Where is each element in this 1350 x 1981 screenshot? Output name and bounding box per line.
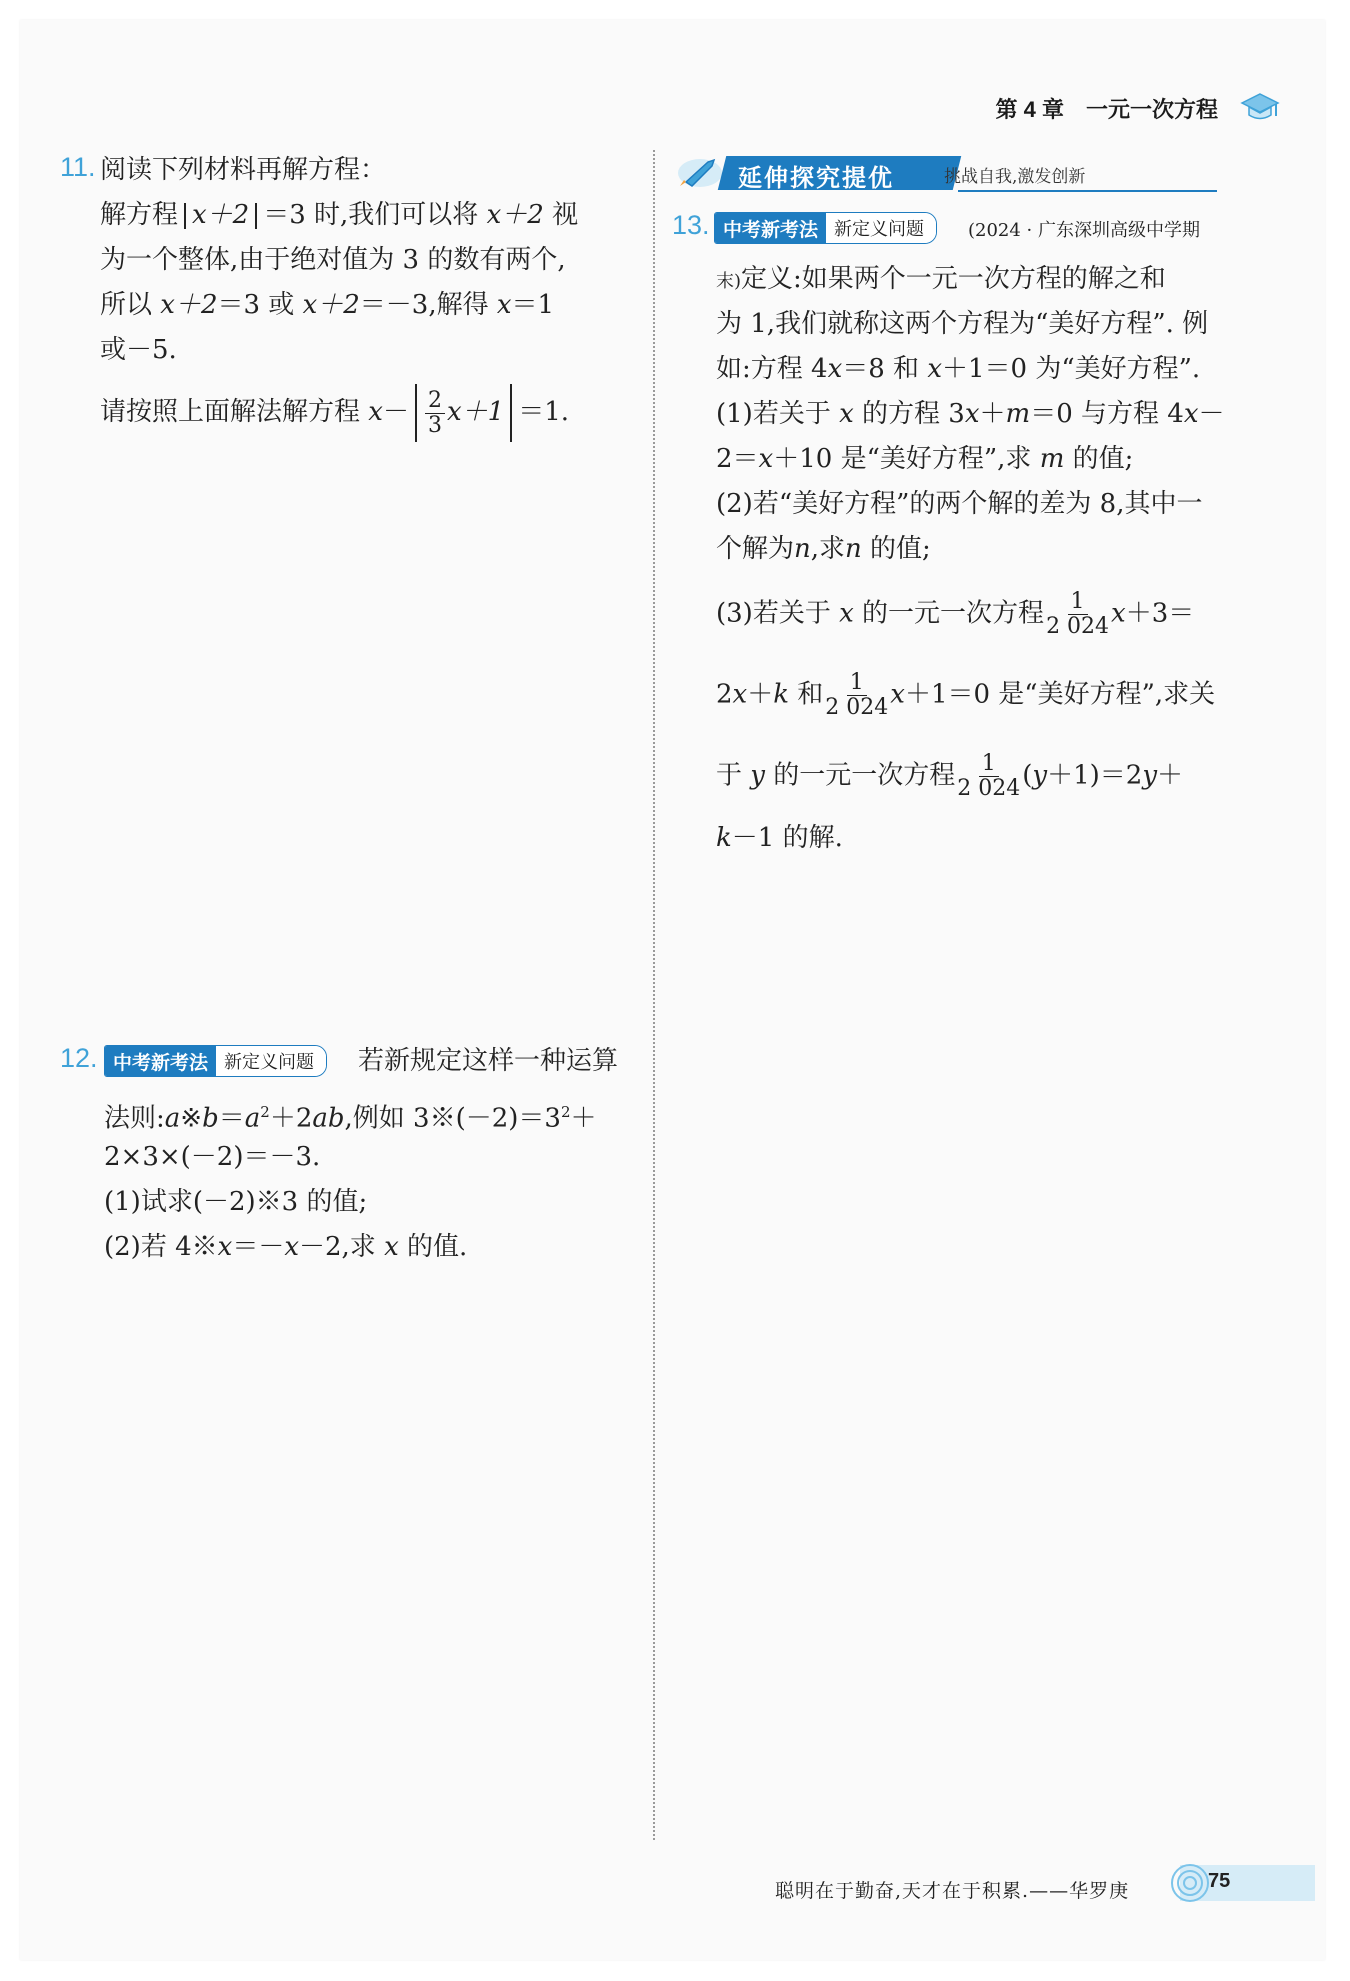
denominator: 2 024 bbox=[1046, 614, 1110, 639]
text: 2＝ bbox=[716, 444, 759, 474]
text: (1)若关于 bbox=[716, 399, 831, 429]
text: ＋1)＝2 bbox=[1047, 760, 1143, 791]
exponent: 2 bbox=[260, 1103, 270, 1121]
text: 视 bbox=[552, 200, 579, 230]
question-number: 12. bbox=[60, 1043, 98, 1073]
text: ( bbox=[1022, 760, 1033, 791]
text: ＋1＝0 为“美好方程”. bbox=[942, 354, 1201, 384]
swirl-icon bbox=[1168, 1862, 1212, 1904]
q13-part-2-cont bbox=[716, 526, 931, 572]
text: (2)若 4※ bbox=[104, 1232, 218, 1262]
badge-label: 中考新考法 bbox=[715, 213, 826, 243]
text: 定义:如果两个一元一次方程的解之和 bbox=[741, 264, 1166, 294]
var: x bbox=[839, 598, 854, 629]
q13-part-3-cont-2 bbox=[716, 752, 1183, 801]
text: 的值; bbox=[870, 534, 931, 564]
var: x bbox=[839, 399, 854, 429]
text: － bbox=[382, 397, 409, 427]
abs-bar bbox=[415, 384, 417, 442]
q13-badge bbox=[714, 212, 937, 244]
expr: x＋2 bbox=[192, 200, 250, 230]
expr: x＋2 bbox=[486, 200, 544, 230]
var: y bbox=[1032, 760, 1048, 791]
q12-part-2 bbox=[104, 1224, 467, 1270]
text: ＝1 bbox=[511, 290, 555, 320]
var: x bbox=[1183, 399, 1199, 429]
text: ＋ bbox=[747, 679, 774, 710]
var: m bbox=[1039, 444, 1065, 474]
badge-type: 新定义问题 bbox=[216, 1046, 326, 1076]
numerator: 2 bbox=[425, 389, 445, 414]
fraction bbox=[425, 389, 445, 438]
fraction bbox=[957, 752, 1020, 801]
text: －1 的解. bbox=[731, 823, 843, 853]
text: ＋ bbox=[979, 399, 1006, 429]
text: 所以 bbox=[100, 290, 153, 320]
exam-tag-badge bbox=[104, 1045, 327, 1077]
text: ＝1. bbox=[518, 397, 569, 427]
chapter-title: 一元一次方程 bbox=[1085, 96, 1218, 122]
var: x bbox=[368, 397, 383, 427]
var: k bbox=[716, 823, 732, 853]
text: 和 bbox=[797, 679, 824, 710]
var: a bbox=[164, 1103, 181, 1134]
q13-part-2: (2)若“美好方程”的两个解的差为 8,其中一 bbox=[716, 489, 1203, 519]
text: 于 bbox=[716, 760, 743, 791]
var: ab bbox=[312, 1103, 345, 1134]
fraction bbox=[1046, 590, 1109, 639]
exam-tag-badge bbox=[714, 212, 937, 244]
text: 解方程 bbox=[100, 200, 179, 230]
text: 2 bbox=[716, 679, 733, 710]
text: 个解为 bbox=[716, 534, 795, 564]
q13-part-3-cont bbox=[716, 671, 1215, 720]
question-number: 13. bbox=[672, 210, 710, 240]
banner-subtitle bbox=[944, 162, 1085, 187]
q11-line-3 bbox=[100, 282, 554, 328]
q13-source: (2024 · 广东深圳高级中学期 bbox=[968, 220, 1200, 241]
expr: x＋1 bbox=[446, 397, 505, 427]
text: 的值. bbox=[407, 1232, 468, 1262]
text: 的值; bbox=[1072, 444, 1134, 474]
expr: x＋2 bbox=[160, 290, 218, 320]
var: x bbox=[758, 444, 774, 474]
q11-line-1 bbox=[100, 192, 578, 238]
text: ＋ bbox=[1157, 760, 1184, 791]
banner-title: 延伸探究提优 bbox=[738, 165, 894, 192]
abs-bar bbox=[510, 384, 512, 442]
q11-intro: 阅读下列材料再解方程： bbox=[100, 155, 387, 185]
text: 末) bbox=[716, 271, 742, 292]
column-divider bbox=[653, 150, 655, 1840]
numerator: 1 bbox=[1068, 590, 1088, 615]
var: m bbox=[1005, 399, 1031, 429]
var: x bbox=[827, 354, 843, 384]
text: ※ bbox=[180, 1103, 203, 1134]
var: b bbox=[202, 1103, 219, 1134]
text: ＝－ bbox=[232, 1232, 285, 1262]
denominator: 2 024 bbox=[957, 776, 1021, 801]
q13-line-3 bbox=[716, 346, 1200, 392]
text: 的一元一次方程 bbox=[773, 760, 956, 791]
var: x bbox=[284, 1232, 299, 1262]
chapter-header bbox=[996, 88, 1280, 128]
var: x bbox=[927, 354, 942, 384]
banner-underline bbox=[958, 190, 1217, 192]
q11-line-4: 或－5. bbox=[100, 335, 177, 365]
section-banner bbox=[672, 152, 1217, 194]
denominator: 2 024 bbox=[825, 695, 889, 720]
footer-quote: 聪明在于勤奋,天才在于积累.——华罗庚 bbox=[775, 1880, 1130, 1902]
var: k bbox=[773, 679, 789, 710]
var: n bbox=[794, 534, 811, 564]
text: 法则: bbox=[104, 1103, 165, 1134]
text: ,例如 3※(－2)＝3 bbox=[344, 1103, 561, 1134]
var: y bbox=[1142, 760, 1158, 791]
denominator: 3 bbox=[427, 412, 442, 438]
text: ＝－3,解得 bbox=[359, 290, 489, 320]
text: － bbox=[1198, 399, 1225, 429]
text: 请按照上面解法解方程 bbox=[100, 397, 361, 427]
text: ＋2 bbox=[269, 1103, 313, 1134]
var: x bbox=[496, 290, 512, 320]
badge-type: 新定义问题 bbox=[826, 213, 936, 243]
q13-line-1 bbox=[716, 256, 1166, 305]
expr: x＋2 bbox=[302, 290, 360, 320]
page-number: 75 bbox=[1208, 1870, 1231, 1892]
q13-part-1 bbox=[716, 391, 1225, 437]
text: ＋10 是“美好方程”,求 bbox=[773, 444, 1032, 474]
q13-part-3 bbox=[716, 590, 1194, 639]
text: ＝3 或 bbox=[217, 290, 295, 320]
text: ＋3＝ bbox=[1125, 598, 1195, 629]
var: x bbox=[1111, 598, 1126, 629]
q12-part-1: (1)试求(－2)※3 的值; bbox=[104, 1187, 368, 1217]
badge-label: 中考新考法 bbox=[105, 1046, 216, 1076]
var: x bbox=[732, 679, 748, 710]
var: x bbox=[384, 1232, 399, 1262]
text: ＝8 和 bbox=[842, 354, 920, 384]
var: a bbox=[244, 1103, 261, 1134]
var: n bbox=[845, 534, 862, 564]
q11-task bbox=[100, 384, 569, 442]
abs-bar bbox=[184, 203, 186, 229]
text: 的方程 3 bbox=[862, 399, 965, 429]
q11-line-2: 为一个整体,由于绝对值为 3 的数有两个, bbox=[100, 245, 566, 275]
exponent: 2 bbox=[560, 1103, 571, 1121]
text: (3)若关于 bbox=[716, 598, 831, 629]
text: ＋1＝0 是“美好方程”,求关 bbox=[904, 679, 1216, 710]
q12-badge bbox=[104, 1045, 327, 1077]
q13-part-1-cont bbox=[716, 436, 1133, 482]
text: 的一元一次方程 bbox=[862, 598, 1045, 629]
q13-line-2: 为 1,我们就称这两个方程为“美好方程”. 例 bbox=[716, 309, 1209, 339]
var: y bbox=[750, 760, 765, 791]
numerator: 1 bbox=[979, 752, 999, 777]
q13-part-3-end bbox=[716, 815, 843, 861]
var: x bbox=[890, 679, 905, 710]
text: ＝ bbox=[218, 1103, 245, 1134]
question-number: 11. bbox=[60, 152, 96, 182]
abs-bar bbox=[255, 203, 257, 229]
text: ,求 bbox=[810, 534, 846, 564]
text: 如:方程 4 bbox=[716, 354, 828, 384]
subtitle-text: 挑战自我,激发创新 bbox=[944, 167, 1086, 187]
var: x bbox=[217, 1232, 233, 1262]
text: ＝0 与方程 4 bbox=[1030, 399, 1184, 429]
text: ＝3 时,我们可以将 bbox=[263, 200, 479, 230]
q12-line-3: 2×3×(－2)＝－3. bbox=[104, 1142, 321, 1172]
var: x bbox=[964, 399, 980, 429]
chapter-number: 第 4 章 bbox=[995, 96, 1064, 122]
graduation-cap-icon bbox=[1240, 92, 1280, 124]
q12-line-1: 若新规定这样一种运算 bbox=[358, 1046, 619, 1076]
numerator: 1 bbox=[847, 671, 867, 696]
text: ＋ bbox=[570, 1103, 597, 1134]
text: －2,求 bbox=[299, 1232, 376, 1262]
fraction bbox=[825, 671, 888, 720]
